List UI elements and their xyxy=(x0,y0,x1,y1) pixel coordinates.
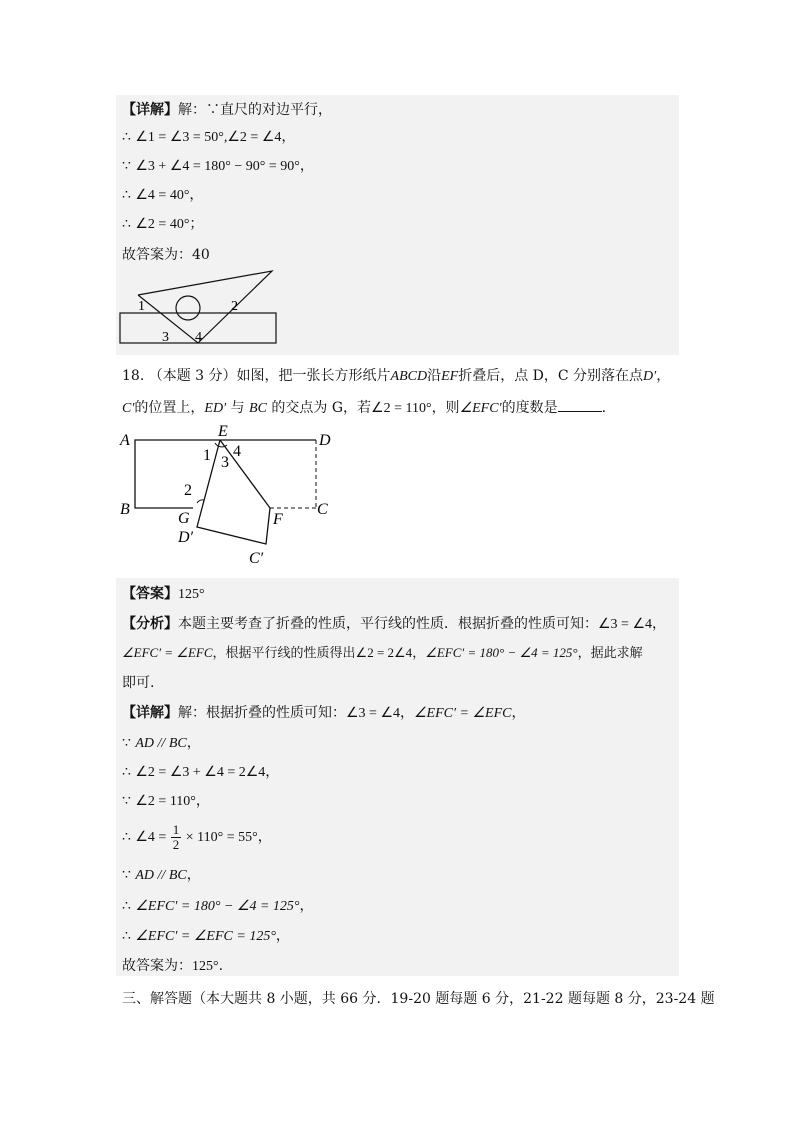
fig2-label-2: 2 xyxy=(184,482,192,499)
ruler-triangle-figure xyxy=(118,268,283,348)
fig2-label-A: A xyxy=(120,432,130,449)
fig2-label-4: 4 xyxy=(233,443,241,460)
detail2-tag: 【详解】 xyxy=(122,705,178,721)
fig2-label-1: 1 xyxy=(203,447,211,464)
fig1-label-4: 4 xyxy=(195,330,202,345)
fig2-label-F: F xyxy=(273,511,283,528)
fig2-label-G: G xyxy=(178,510,190,527)
folding-figure xyxy=(115,420,345,572)
section-3-heading: 三、解答题（本大题共 8 小题，共 66 分．19-20 题每题 6 分，21-22 题每题 8 分，23-24 题 xyxy=(122,991,715,1007)
analysis-line-1: 【分析】本题主要考查了折叠的性质，平行线的性质．根据折叠的性质可知：∠3 = ∠4， xyxy=(122,616,666,632)
detail-line-4: ∴ ∠4 = 40°， xyxy=(122,187,204,203)
fig2-label-C-prime: C′ xyxy=(249,550,264,567)
detail2-line-4: ∵ ∠2 = 110°， xyxy=(122,793,210,809)
answer-line-18: 故答案为：125°. xyxy=(122,958,224,974)
answer-tag: 【答案】 xyxy=(122,586,178,602)
fig1-label-2: 2 xyxy=(231,299,238,314)
detail-line-1: 【详解】解：∵直尺的对边平行， xyxy=(122,102,332,118)
detail2-line-1: 【详解】解：根据折叠的性质可知：∠3 = ∠4，∠EFC′ = ∠EFC， xyxy=(122,705,526,721)
detail2-line-2: ∵ AD // BC， xyxy=(122,735,201,751)
question-18-line-1: 18. （本题 3 分）如图，把一张长方形纸片ABCD沿EF折叠后，点 D，C 分别落在点D′， xyxy=(122,368,671,384)
answer-line-17: 故答案为：40 xyxy=(122,247,210,263)
detail2-line-5: ∴ ∠4 = $\frac{1}{2}$ × 110° = 55°， xyxy=(122,821,272,852)
detail-line-2: ∴ ∠1 = ∠3 = 50°,∠2 = ∠4， xyxy=(122,129,296,145)
answer-value: 125° xyxy=(178,587,205,602)
detail2-line-7: ∴ ∠EFC′ = 180° − ∠4 = 125°， xyxy=(122,898,314,914)
fig1-label-3: 3 xyxy=(162,330,169,345)
detail2-line-6: ∵ AD // BC， xyxy=(122,867,201,883)
detail-tag: 【详解】 xyxy=(122,102,178,118)
detail2-line-3: ∴ ∠2 = ∠3 + ∠4 = 2∠4， xyxy=(122,764,280,780)
fig2-label-C: C xyxy=(317,501,328,518)
fig1-label-1: 1 xyxy=(138,299,145,314)
analysis-tag: 【分析】 xyxy=(122,616,178,632)
analysis-line-2: ∠EFC′ = ∠EFC，根据平行线的性质得出∠2 = 2∠4，∠EFC′ = 180° − ∠4 = 125°，据此求解 xyxy=(122,645,643,661)
detail2-line-8: ∴ ∠EFC′ = ∠EFC = 125°， xyxy=(122,928,290,944)
detail-line-3: ∵ ∠3 + ∠4 = 180° − 90° = 90°， xyxy=(122,158,314,174)
fig2-label-D: D xyxy=(319,432,331,449)
fraction-one-half: $\frac{1}{2}$ xyxy=(172,821,180,852)
question-18-line-2: C′的位置上，ED′ 与 BC 的交点为 G，若∠2 = 110°，则∠EFC′的度数是 . xyxy=(122,397,606,419)
fig2-label-E: E xyxy=(218,423,228,440)
detail-line-5: ∴ ∠2 = 40°； xyxy=(122,216,204,232)
analysis-line-3: 即可. xyxy=(122,675,155,691)
answer-blank xyxy=(558,397,602,412)
fig2-label-D-prime: D′ xyxy=(178,529,194,546)
answer-line xyxy=(122,584,205,605)
fig2-label-3: 3 xyxy=(221,454,229,471)
fig2-label-B: B xyxy=(120,501,130,518)
